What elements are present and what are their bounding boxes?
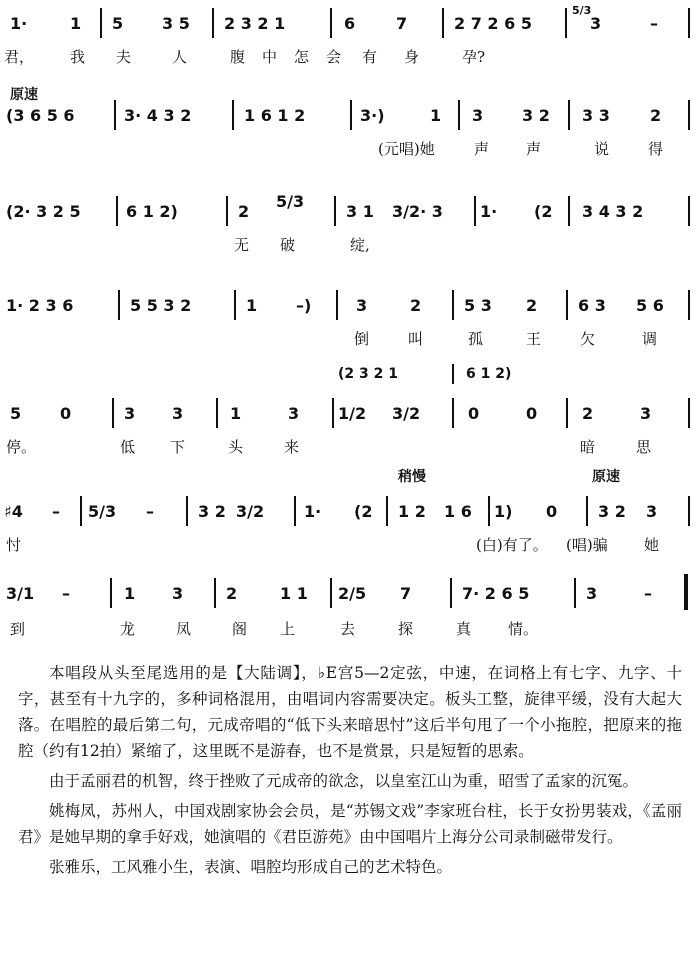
lyric: 下	[170, 438, 186, 456]
note-group: 7	[396, 14, 408, 33]
commentary-paragraph: 张雅乐，工风雅小生，表演、唱腔均形成自己的艺术特色。	[49, 858, 453, 876]
barline	[100, 8, 102, 38]
tempo-mark-original: 原速	[592, 469, 620, 485]
lyric: 王	[526, 330, 542, 348]
barline	[118, 290, 120, 320]
note-group: 1·	[480, 202, 498, 221]
barline	[330, 578, 332, 608]
barline	[488, 496, 490, 526]
lyric: 怎	[294, 48, 310, 66]
tempo-mark-slow: 稍慢	[398, 469, 426, 485]
lyric: 会	[326, 48, 342, 66]
barline	[212, 8, 214, 38]
barline	[688, 398, 690, 428]
barline	[336, 290, 338, 320]
lyric: 夫	[116, 48, 132, 66]
lyric: 叫	[408, 330, 424, 348]
grace-note: 5/3	[572, 4, 592, 17]
note-group: 3 3	[582, 106, 610, 125]
lyric: 倒	[354, 330, 370, 348]
note-group: 3/2· 3	[392, 202, 443, 221]
note-group: 3·)	[360, 106, 385, 125]
lyric: 她	[644, 536, 660, 554]
note-group: 0	[468, 404, 480, 423]
lyric: 龙	[120, 620, 136, 638]
note-group: 0	[526, 404, 538, 423]
lyric: 去	[340, 620, 356, 638]
score-row-1	[0, 0, 700, 80]
lyric: 孤	[468, 330, 484, 348]
barline	[334, 196, 336, 226]
note-group: 1·	[304, 502, 322, 521]
score-row-2	[0, 84, 700, 164]
barline	[232, 100, 234, 130]
lyric: 绽,	[350, 236, 370, 254]
commentary-paragraph: 本唱段从头至尾选用的是【大陆调】，♭E宫5—2定弦，中速，在词格上有七字、九字、十字，甚至有十九字的，多种词格混用，由唱词内容需要决定。板头工整，旋律平缓，没有大起大落。在唱腔的最后第二句，元成帝唱的“低下头来暗思忖”这后半句甩了一个小拖腔，把原来的拖腔（约有12拍）紧缩了，这里既不是游春，也不是赏景，只是短暂的思索。	[18, 664, 682, 760]
lyric: 身	[404, 48, 420, 66]
note-group: 1	[246, 296, 258, 315]
note-group: –	[52, 502, 60, 521]
barline	[586, 496, 588, 526]
note-group: 3	[356, 296, 368, 315]
barline	[452, 290, 454, 320]
lyric: 得	[648, 140, 664, 158]
barline	[450, 578, 452, 608]
lyric: 头	[228, 438, 244, 456]
note-group: 3	[646, 502, 658, 521]
note-group: (2· 3 2 5	[6, 202, 81, 221]
note-group: (2	[354, 502, 373, 521]
note-group: 2	[650, 106, 662, 125]
note-group: (3 6 5 6	[6, 106, 75, 125]
score-row-6	[0, 466, 700, 554]
commentary-text	[18, 660, 682, 880]
note-group: 2	[526, 296, 538, 315]
note-group: –	[650, 14, 658, 33]
note-group: 1/2	[338, 404, 367, 423]
note-group: (2	[534, 202, 553, 221]
score-row-7	[0, 566, 700, 646]
barline	[234, 290, 236, 320]
barline	[216, 398, 218, 428]
commentary-paragraph: 由于孟丽君的机智，终于挫败了元成帝的欲念，以皇室江山为重，昭雪了孟家的沉冤。	[49, 772, 639, 790]
note-group: –	[62, 584, 70, 603]
note-group: –)	[296, 296, 312, 315]
lyric: 有	[362, 48, 378, 66]
note-group: 3	[172, 404, 184, 423]
barline	[442, 8, 444, 38]
note-group: 3· 4 3 2	[124, 106, 192, 125]
note-group: 6 3	[578, 296, 606, 315]
barline	[452, 398, 454, 428]
barline	[458, 100, 460, 130]
note-group: 1)	[494, 502, 513, 521]
lyric: 中	[262, 48, 278, 66]
score-row-4	[0, 272, 700, 352]
lyric: 破	[280, 236, 296, 254]
barline	[294, 496, 296, 526]
note-group-upper: (2 3 2 1	[338, 366, 398, 382]
lyric: (元唱)她	[378, 140, 435, 158]
note-group: –	[644, 584, 652, 603]
note-group: 1 2	[398, 502, 426, 521]
note-group: ♯4	[4, 502, 23, 521]
barline	[226, 196, 228, 226]
barline	[574, 578, 576, 608]
lyric: 低	[120, 438, 136, 456]
note-group: 5 6	[636, 296, 664, 315]
barline	[688, 196, 690, 226]
barline	[688, 290, 690, 320]
barline	[474, 196, 476, 226]
barline	[350, 100, 352, 130]
note-group: 3 1	[346, 202, 374, 221]
note-group: 2 7 2 6 5	[454, 14, 532, 33]
lyric: 来	[284, 438, 300, 456]
note-group: 3/2	[236, 502, 265, 521]
note-group: 7	[400, 584, 412, 603]
note-group: 1	[70, 14, 82, 33]
note-group: 1 6	[444, 502, 472, 521]
barline	[186, 496, 188, 526]
note-group: 3 2	[522, 106, 550, 125]
lyric: 人	[172, 48, 188, 66]
note-group: 1 6 1 2	[244, 106, 306, 125]
lyric: 声	[474, 140, 490, 158]
lyric: 我	[70, 48, 86, 66]
barline	[386, 496, 388, 526]
note-group: 3	[124, 404, 136, 423]
lyric: 声	[526, 140, 542, 158]
note-group: 6	[344, 14, 356, 33]
note-group: 3 2	[598, 502, 626, 521]
note-group: 5	[10, 404, 22, 423]
barline	[566, 398, 568, 428]
note-group: 2	[582, 404, 594, 423]
note-group: 7· 2 6 5	[462, 584, 530, 603]
note-group: 1· 2 3 6	[6, 296, 74, 315]
grace-note: 5/3	[276, 192, 305, 211]
barline	[452, 364, 454, 384]
note-group: 2	[410, 296, 422, 315]
note-group: 3/2	[392, 404, 421, 423]
lyric: 凤	[176, 620, 192, 638]
lyric: 思	[636, 438, 652, 456]
lyric: 到	[10, 620, 26, 638]
lyric: 暗	[580, 438, 596, 456]
lyric: (唱)骗	[566, 536, 608, 554]
lyric: 真	[456, 620, 472, 638]
lyric: 停。	[6, 438, 37, 456]
barline	[214, 578, 216, 608]
note-group: 2	[238, 202, 250, 221]
lyric: 探	[398, 620, 414, 638]
note-group: 3 2	[198, 502, 226, 521]
score-row-3	[0, 178, 700, 258]
barline	[112, 398, 114, 428]
note-group: 5 5 3 2	[130, 296, 192, 315]
note-group: 6 1 2)	[126, 202, 178, 221]
barline	[110, 578, 112, 608]
lyric: 君，	[4, 48, 35, 66]
tempo-mark: 原速	[10, 87, 38, 103]
note-group: –	[146, 502, 154, 521]
note-group: 1	[230, 404, 242, 423]
note-group: 5	[112, 14, 124, 33]
note-group: 3	[472, 106, 484, 125]
note-group: 3	[172, 584, 184, 603]
lyric: 调	[642, 330, 658, 348]
lyric: 无	[234, 236, 250, 254]
note-group: 3/1	[6, 584, 35, 603]
lyric: 说	[594, 140, 610, 158]
note-group: 2	[226, 584, 238, 603]
note-group: 0	[60, 404, 72, 423]
barline	[332, 398, 334, 428]
barline	[566, 290, 568, 320]
note-group: 5 3	[464, 296, 492, 315]
barline	[565, 8, 567, 38]
final-barline	[684, 574, 688, 610]
barline	[114, 100, 116, 130]
note-group: 2 3 2 1	[224, 14, 286, 33]
lyric: 情。	[508, 620, 539, 638]
note-group: 3	[590, 14, 602, 33]
lyric: 上	[280, 620, 296, 638]
note-group: 2/5	[338, 584, 367, 603]
lyric: 忖	[6, 536, 22, 554]
note-group: 1 1	[280, 584, 308, 603]
note-group: 5/3	[88, 502, 117, 521]
score-row-5	[0, 362, 700, 456]
note-group: 1·	[10, 14, 28, 33]
lyric: 阁	[232, 620, 248, 638]
lyric: 孕?	[462, 48, 486, 66]
barline	[116, 196, 118, 226]
barline	[688, 100, 690, 130]
barline	[568, 100, 570, 130]
barline	[330, 8, 332, 38]
note-group: 1	[124, 584, 136, 603]
lyric: 腹	[230, 48, 246, 66]
note-group: 1	[430, 106, 442, 125]
note-group: 3	[288, 404, 300, 423]
barline	[80, 496, 82, 526]
barline	[688, 496, 690, 526]
note-group: 3 4 3 2	[582, 202, 644, 221]
commentary-paragraph: 姚梅凤，苏州人，中国戏剧家协会会员，是“苏锡文戏”李家班台柱，长于女扮男装戏，《孟丽君》是她早期的拿手好戏，她演唱的《君臣游苑》由中国唱片上海分公司录制磁带发行。	[18, 802, 682, 846]
note-group: 3	[586, 584, 598, 603]
note-group: 3	[640, 404, 652, 423]
lyric: 欠	[580, 330, 596, 348]
note-group: 0	[546, 502, 558, 521]
note-group: 3 5	[162, 14, 190, 33]
barline	[688, 8, 690, 38]
lyric: (白)有了。	[476, 536, 548, 554]
barline	[568, 196, 570, 226]
note-group-upper: 6 1 2)	[466, 366, 512, 382]
